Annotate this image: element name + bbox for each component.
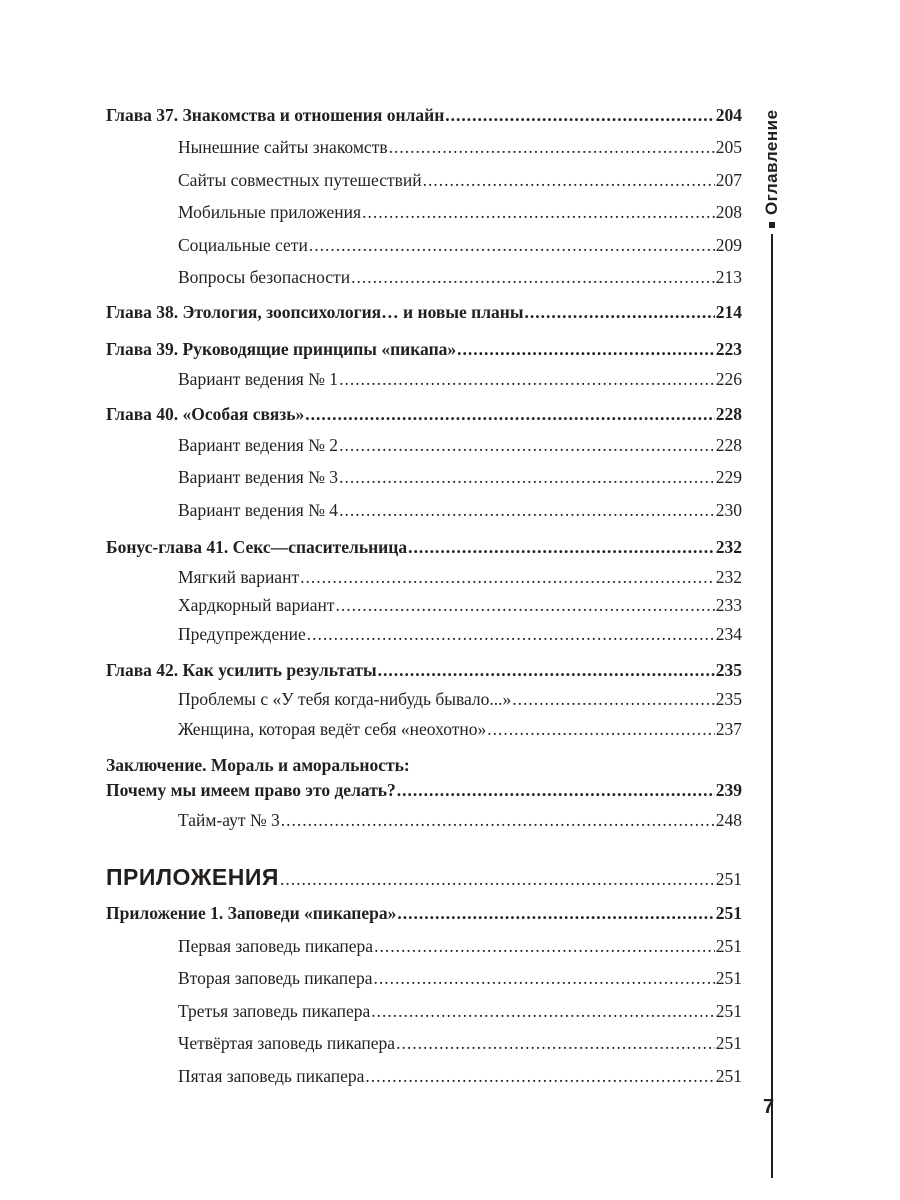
toc-entry-section: Вариант ведения № 1 ..... 226 <box>106 368 742 390</box>
page-number: 7 <box>763 1096 775 1118</box>
toc-entry-section: Пятая заповедь пикапера ..... 251 <box>106 1065 742 1087</box>
toc-entry-section: Хардкорный вариант ..... 233 <box>106 594 742 616</box>
side-marker <box>762 100 782 1078</box>
toc-entry-section: Сайты совместных путешествий ..... 207 <box>106 169 742 191</box>
toc-entry-chapter-42: Глава 42. Как усилить результаты ..... 235 <box>106 659 742 681</box>
toc-entry-section: Четвёртая заповедь пикапера ..... 251 <box>106 1032 742 1054</box>
toc-entry-chapter-40: Глава 40. «Особая связь» ..... 228 <box>106 403 742 425</box>
toc-entry-chapter-41: Бонус-глава 41. Секс—спасительница ..... 232 <box>106 536 742 558</box>
toc-entry-section: Социальные сети ..... 209 <box>106 234 742 256</box>
toc-entry-section: Женщина, которая ведёт себя «неохотно» ..... 237 <box>106 718 742 740</box>
toc-entry-section: Вариант ведения № 3 ..... 229 <box>106 466 742 488</box>
toc-entry-chapter-37: Глава 37. Знакомства и отношения онлайн ..... 204 <box>106 104 742 126</box>
toc-entry-section: Вторая заповедь пикапера ..... 251 <box>106 967 742 989</box>
toc-entry-appendix-1: Приложение 1. Заповеди «пикапера» ..... 251 <box>106 902 742 924</box>
toc-entry-chapter-39: Глава 39. Руководящие принципы «пикапа» ..... 223 <box>106 338 742 360</box>
toc-entry-section: Тайм-аут № 3 ..... 248 <box>106 809 742 831</box>
toc-entry-section: Проблемы с «У тебя когда-нибудь бывало...» ..... 235 <box>106 688 742 710</box>
toc-entry-section: Предупреждение ..... 234 <box>106 623 742 645</box>
toc-entry-section: Вариант ведения № 4 ..... 230 <box>106 499 742 521</box>
toc-entry-conclusion: Почему мы имеем право это делать? ..... 239 <box>106 779 742 801</box>
toc-entry-section: Третья заповедь пикапера ..... 251 <box>106 1000 742 1022</box>
toc-entry-section: Вопросы безопасности ..... 213 <box>106 266 742 288</box>
toc-entry-section: Первая заповедь пикапера ..... 251 <box>106 935 742 957</box>
section-label: Оглавление <box>762 109 781 215</box>
toc-entry-conclusion-line1: Заключение. Мораль и аморальность: <box>106 755 410 775</box>
toc-entry-section: Мобильные приложения ..... 208 <box>106 201 742 223</box>
toc-entry-section: Вариант ведения № 2 ..... 228 <box>106 434 742 456</box>
toc-entry-section: Мягкий вариант ..... 232 <box>106 566 742 588</box>
vertical-rule <box>771 234 773 1178</box>
toc-entry-chapter-38: Глава 38. Этология, зоопсихология… и новые планы ..... 214 <box>106 301 742 323</box>
toc-entry-section: Нынешние сайты знакомств ..... 205 <box>106 136 742 158</box>
toc-entry-appendices: ПРИЛОЖЕНИЯ ..... 251 <box>106 862 742 892</box>
square-bullet-icon <box>769 222 775 228</box>
